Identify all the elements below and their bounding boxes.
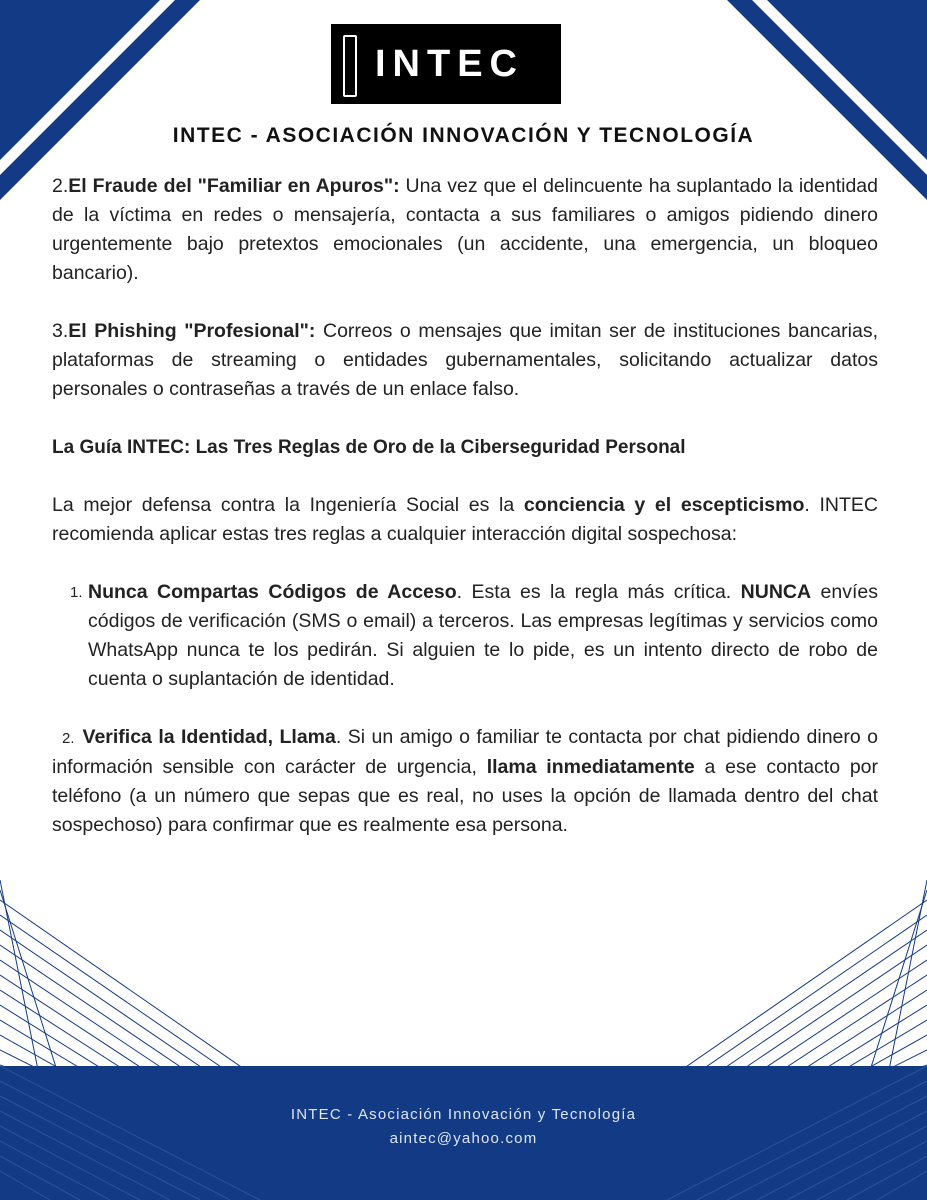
corner-decoration-right — [727, 0, 927, 200]
rule-emphasis: llama inmediatamente — [486, 756, 695, 778]
rule-text: envíes códigos de verificación (SMS o email) a terceros. Las empresas legítimas y servicios como WhatsApp nunca te los pedirán. Si alguien te lo pide, es un intento directo de robo de cuenta o suplantación de identidad. — [88, 581, 878, 690]
logo-bar-mark — [343, 35, 357, 97]
footer-org-name: INTEC - Asociación Innovación y Tecnología — [290, 1106, 637, 1123]
intro-text: La mejor defensa contra la Ingeniería Social es la — [52, 494, 524, 516]
rule-title: Verifica la Identidad, Llama — [82, 726, 336, 748]
rule-number: 1. — [70, 584, 83, 601]
lines-decoration-left — [0, 880, 260, 1080]
rule-text: a ese contacto por teléfono (a un número que sepas que es real, no uses la opción de llamada dentro del chat sospechoso) para confirmar que es realmente esa persona. — [52, 756, 878, 836]
guide-intro — [52, 491, 878, 549]
rule-text: . Si un amigo o familiar te contacta por chat pidiendo dinero o información sensible con carácter de urgencia, — [52, 726, 878, 778]
item-number: 2. — [52, 175, 69, 197]
rule-number: 2. — [62, 730, 75, 747]
logo-text: INTEC — [375, 43, 524, 85]
lines-decoration-right — [667, 880, 927, 1080]
item-text: Una vez que el delincuente ha suplantado la identidad de la víctima en redes o mensajería, contacta a sus familiares o amigos pidiendo dinero urgentemente bajo pretextos emocionales (un accidente, una emergencia, un bloqueo bancario). — [52, 175, 878, 284]
item-number: 3. — [52, 320, 69, 342]
paragraph-item-3 — [52, 317, 878, 404]
rule-2 — [52, 723, 878, 840]
intec-logo — [331, 24, 561, 104]
item-title: El Phishing "Profesional": — [68, 320, 316, 342]
guide-heading: La Guía INTEC: Las Tres Reglas de Oro de la Ciberseguridad Personal — [52, 437, 686, 458]
paragraph-item-2 — [52, 172, 878, 288]
corner-decoration-left — [0, 0, 200, 200]
intro-emphasis: conciencia y el escepticismo — [523, 494, 805, 516]
footer — [0, 1066, 927, 1200]
document-body — [52, 172, 878, 840]
rule-title: Nunca Compartas Códigos de Acceso — [88, 581, 457, 603]
org-title: INTEC - ASOCIACIÓN INNOVACIÓN Y TECNOLOGÍA — [172, 124, 755, 147]
footer-email: aintec@yahoo.com — [389, 1130, 538, 1147]
item-text: Correos o mensajes que imitan ser de instituciones bancarias, plataformas de streaming o entidades gubernamentales, solicitando actualizar datos personales o contraseñas a través de un enlace falso. — [52, 320, 878, 400]
intro-text: . INTEC recomienda aplicar estas tres reglas a cualquier interacción digital sospechosa: — [52, 494, 878, 545]
rule-emphasis: NUNCA — [740, 581, 812, 603]
rule-1 — [52, 578, 878, 694]
rule-text: . Esta es la regla más crítica. — [456, 581, 741, 603]
item-title: El Fraude del "Familiar en Apuros": — [68, 175, 400, 197]
